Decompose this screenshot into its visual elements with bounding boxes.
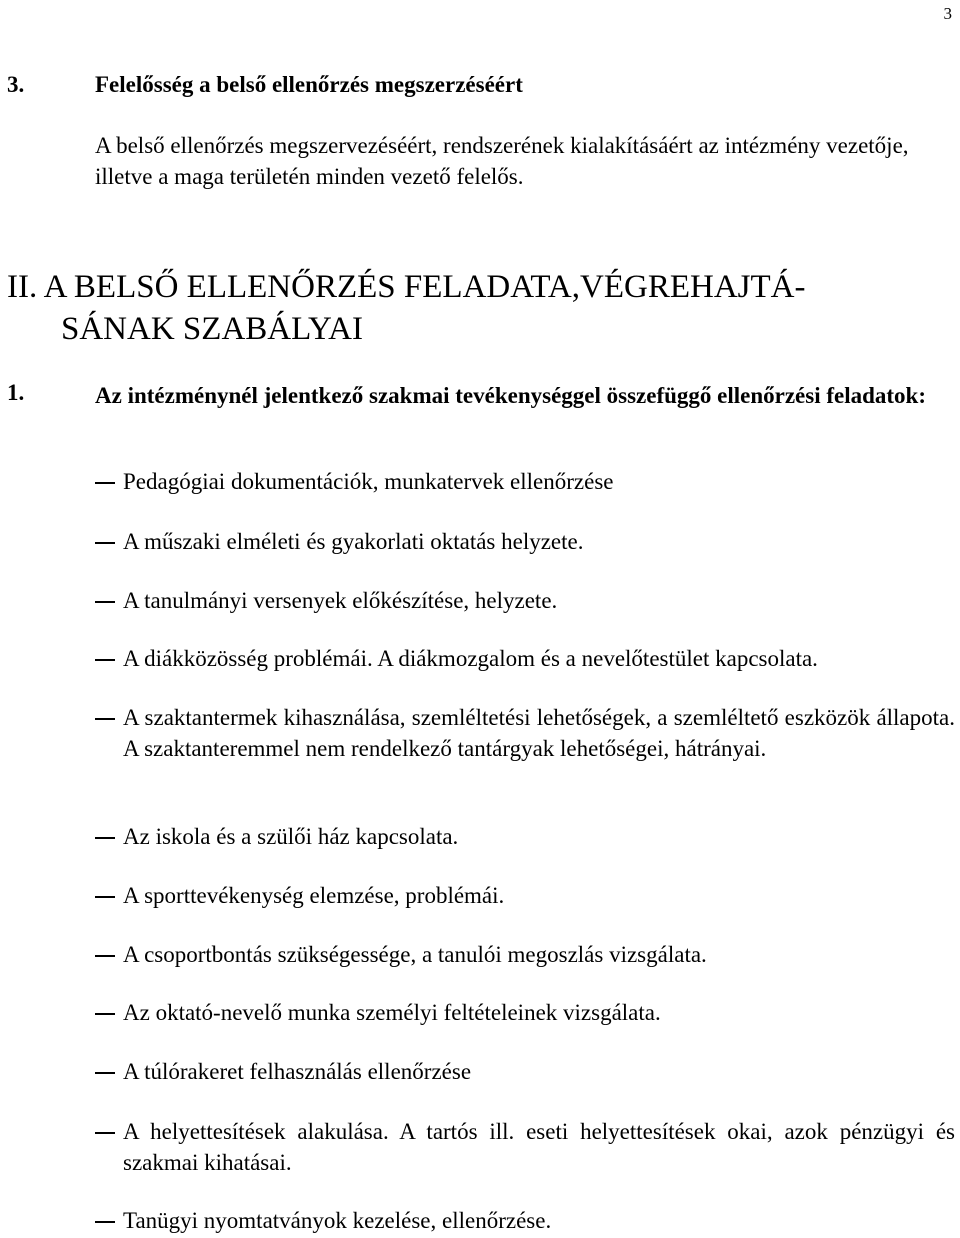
list-item-text: A műszaki elméleti és gyakorlati oktatás helyzete. — [123, 529, 584, 554]
list-item-text: Pedagógiai dokumentációk, munkatervek ellenőrzése — [123, 469, 614, 494]
list-item-text: Az oktató-nevelő munka személyi feltételeinek vizsgálata. — [123, 1000, 661, 1025]
subsection-number: 1. — [7, 380, 25, 405]
list-item-text: A tanulmányi versenyek előkészítése, helyzete. — [123, 588, 558, 613]
list-item — [95, 821, 955, 852]
list-item-text: A túlórakeret felhasználás ellenőrzése — [123, 1059, 472, 1084]
list-item — [95, 997, 955, 1028]
dash-bullet — [95, 1221, 115, 1223]
dash-bullet — [95, 718, 115, 720]
list-item-text: A szaktantermek kihasználása, szemléltetési lehetőségek, a szemléltető eszközök állapota. A szaktanteremmel nem rendelkező tantárgyak lehetőségei, hátrányai. — [123, 705, 955, 761]
list-item-text: A csoportbontás szükségessége, a tanulói megoszlás vizsgálata. — [123, 942, 707, 967]
dash-bullet — [95, 659, 115, 661]
dash-bullet — [95, 896, 115, 898]
chapter-heading — [7, 266, 805, 350]
list-item — [95, 1056, 955, 1087]
list-item — [95, 585, 955, 616]
list-item — [95, 702, 955, 764]
list-item-text: A helyettesítések alakulása. A tartós ill. eseti helyettesítések okai, azok pénzügyi és szakmai kihatásai. — [123, 1119, 955, 1175]
dash-bullet — [95, 1132, 115, 1134]
dash-bullet — [95, 542, 115, 544]
chapter-heading-line1: II. A BELSŐ ELLENŐRZÉS FELADATA,VÉGREHAJTÁ- — [7, 269, 806, 305]
dash-bullet — [95, 1013, 115, 1015]
dash-bullet — [95, 1072, 115, 1074]
section-number: 3. — [7, 72, 25, 97]
list-item — [95, 880, 955, 911]
page-number: 3 — [943, 4, 952, 23]
list-item-text: Tanügyi nyomtatványok kezelése, ellenőrzése. — [123, 1208, 552, 1233]
dash-bullet — [95, 601, 115, 603]
subsection-title: Az intézménynél jelentkező szakmai tevékenységgel összefüggő ellenőrzési feladatok: — [95, 383, 927, 408]
list-item — [95, 1205, 955, 1236]
dash-bullet — [95, 955, 115, 957]
list-item — [95, 939, 955, 970]
section-title: Felelősség a belső ellenőrzés megszerzéséért — [95, 72, 523, 97]
list-item-text: A diákközösség problémái. A diákmozgalom és a nevelőtestület kapcsolata. — [123, 646, 818, 671]
list-item — [95, 526, 955, 557]
dash-bullet — [95, 482, 115, 484]
section-body: A belső ellenőrzés megszervezéséért, rendszerének kialakításáért az intézmény vezetője, illetve a maga területén minden vezető felelős. — [95, 133, 909, 189]
dash-bullet — [95, 837, 115, 839]
list-item — [95, 466, 955, 497]
list-item — [95, 1116, 955, 1178]
list-item-text: A sporttevékenység elemzése, problémái. — [123, 883, 505, 908]
list-item-text: Az iskola és a szülői ház kapcsolata. — [123, 824, 459, 849]
chapter-heading-line2: SÁNAK SZABÁLYAI — [61, 311, 363, 347]
list-item — [95, 643, 955, 674]
